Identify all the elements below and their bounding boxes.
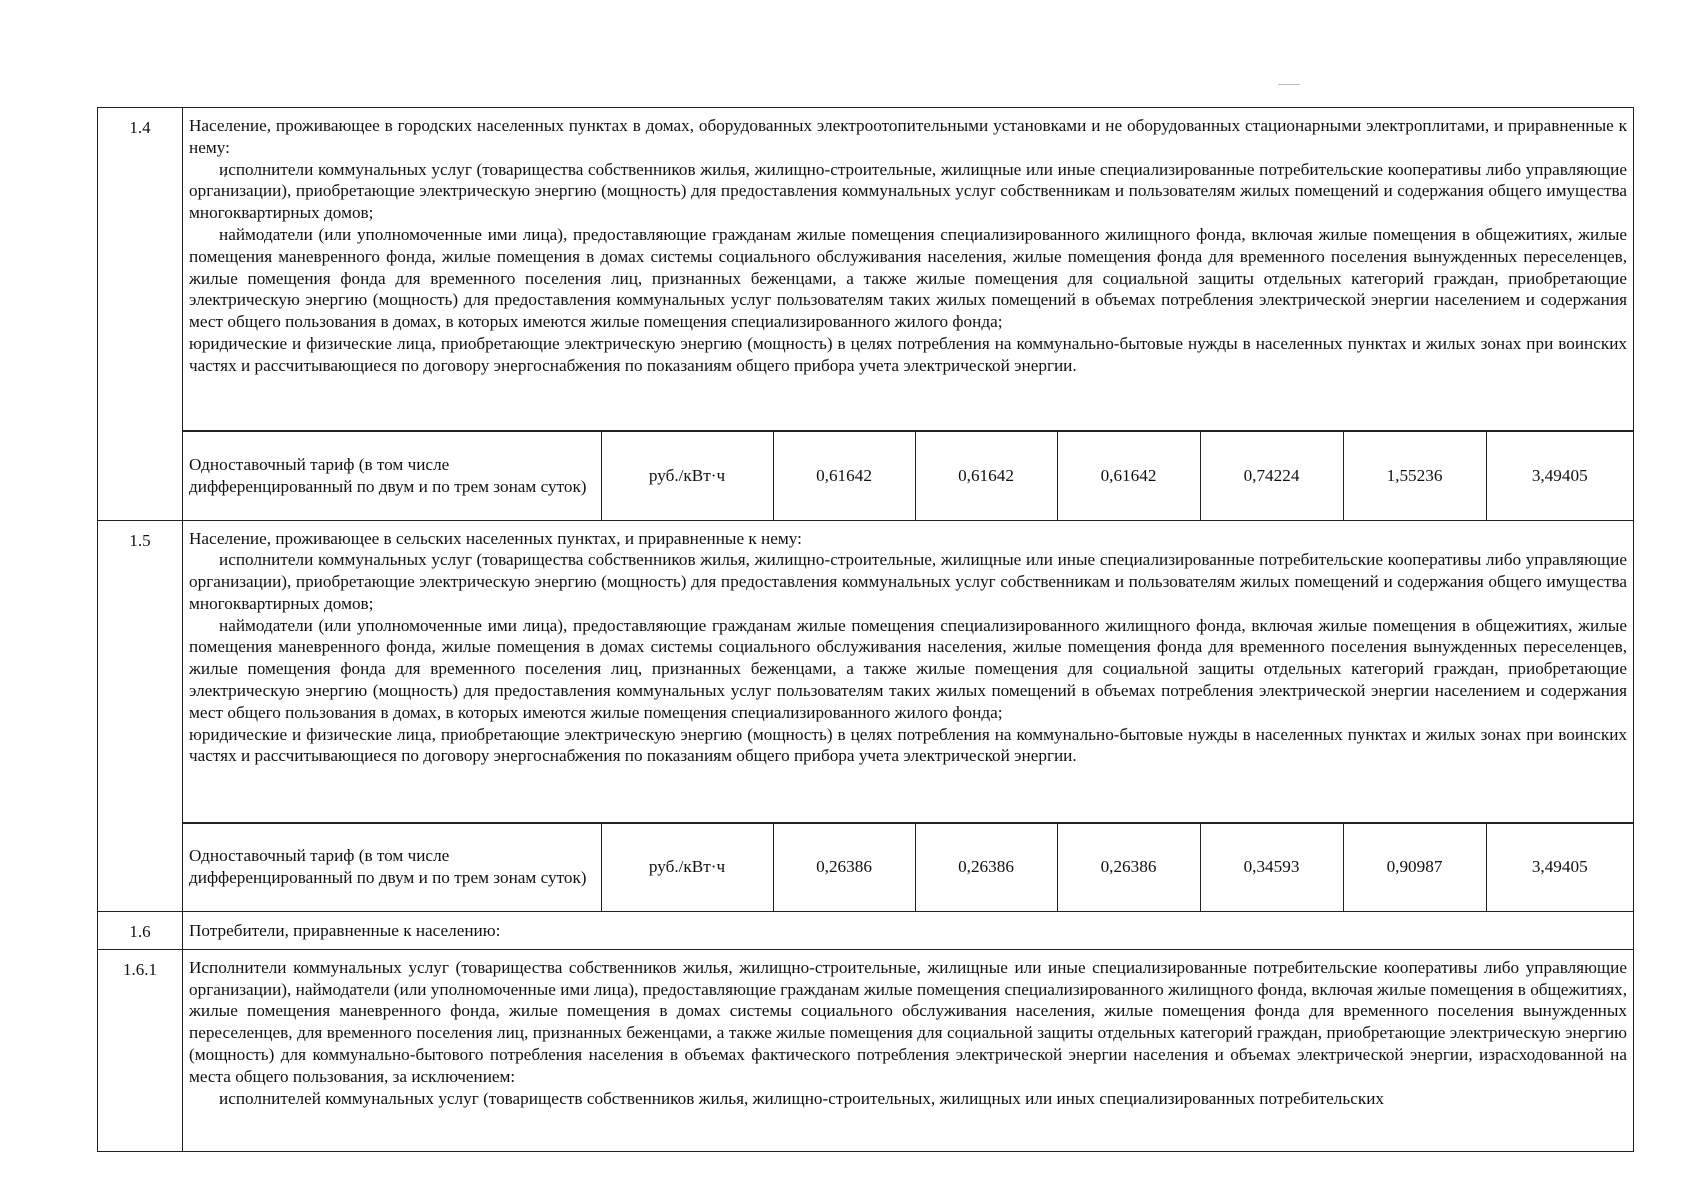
table-row (98, 949, 1634, 1151)
row-description (183, 520, 1634, 822)
tariff-value: 0,34593 (1200, 823, 1343, 911)
tariff-name: Одноставочный тариф (в том числе дифференцированный по двум и по трем зонам суток) (183, 432, 601, 520)
table-row (98, 108, 1634, 431)
row-number: 1.6.1 (98, 949, 183, 1151)
paragraph: наймодатели (или уполномоченные ими лица), предоставляющие гражданам жилые помещения специализированного жилищного фонда, включая жилые помещения в общежитиях, жилые помещения маневренного фонда, жилые помещения в домах системы социального обслуживания населения, жилые помещения фонда для временного поселения вынужденных переселенцев, жилые помещения фонда для временного поселения лиц, признанных беженцами, а также жилые помещения для социальной защиты отдельных категорий граждан, приобретающие электрическую энергию (мощность) для предоставления коммунальных услуг пользователям таких жилых помещений в объемах потребления электрической энергии населением и содержания мест общего пользования в домах, в которых имеются жилые помещения специализированного жилого фонда; (189, 615, 1627, 722)
scan-artifact (1278, 84, 1300, 85)
paragraph: исполнители коммунальных услуг (товарищества собственников жилья, жилищно-строительные, жилищные или иные специализированные потребительские кооперативы либо управляющие организации), приобретающие электрическую энергию (мощность) для предоставления коммунальных услуг собственникам и пользователям жилых помещений и содержания общего имущества многоквартирных домов; (189, 159, 1627, 223)
table-row (98, 912, 1634, 950)
paragraph: Исполнители коммунальных услуг (товарищества собственников жилья, жилищно-строительные, жилищные или иные специализированные потребительские кооперативы либо управляющие организации), наймодатели (или уполномоченные ими лица), предоставляющие гражданам жилые помещения специализированного жилищного фонда, включая жилые помещения в общежитиях, жилые помещения маневренного фонда, жилые помещения в домах системы социального обслуживания населения, жилые помещения фонда для временного поселения вынужденных переселенцев, для временного поселения лиц, признанных беженцами, а также жилые помещения для социальной защиты отдельных категорий граждан, приобретающие электрическую энергию (мощность) для коммунально-бытового потребления населения в объемах фактического потребления электрической энергии населения и объемах электрической энергии, израсходованной на места общего пользования, за исключением: (189, 957, 1627, 1086)
paragraph: юридические и физические лица, приобретающие электрическую энергию (мощность) в целях потребления на коммунально-бытовые нужды в населенных пунктах и жилых зонах при воинских частях и рассчитывающиеся по договору энергоснабжения по показаниям общего прибора учета электрической энергии. (189, 333, 1627, 375)
tariff-unit: руб./кВт·ч (601, 823, 773, 911)
tariff-unit: руб./кВт·ч (601, 432, 773, 520)
paragraph: исполнителей коммунальных услуг (товариществ собственников жилья, жилищно-строительных, жилищных или иных специализированных потребительских (219, 1088, 1384, 1108)
tariff-value: 0,74224 (1200, 432, 1343, 520)
row-number: 1.6 (98, 912, 183, 950)
tariff-row (98, 822, 1634, 912)
paragraph: наймодатели (или уполномоченные ими лица), предоставляющие гражданам жилые помещения специализированного жилищного фонда, включая жилые помещения в общежитиях, жилые помещения маневренного фонда, жилые помещения в домах системы социального обслуживания населения, жилые помещения фонда для временного поселения вынужденных переселенцев, жилые помещения фонда для временного поселения лиц, признанных беженцами, а также жилые помещения для социальной защиты отдельных категорий граждан, приобретающие электрическую энергию (мощность) для предоставления коммунальных услуг пользователям таких жилых помещений в объемах потребления электрической энергии населением и содержания мест общего пользования в домах, в которых имеются жилые помещения специализированного жилого фонда; (189, 224, 1627, 332)
paragraph: исполнители коммунальных услуг (товарищества собственников жилья, жилищно-строительные, жилищные или иные специализированные потребительские кооперативы либо управляющие организации), приобретающие электрическую энергию (мощность) для предоставления коммунальных услуг собственникам и пользователям жилых помещений и содержания общего имущества многоквартирных домов; (189, 550, 1627, 613)
tariff-table (97, 107, 1634, 1152)
row-description (183, 108, 1634, 431)
row-description: Потребители, приравненные к населению: (183, 912, 1634, 950)
paragraph: Население, проживающее в сельских населенных пунктах, и приравненные к нему: (189, 528, 802, 548)
tariff-value: 0,61642 (1057, 432, 1200, 520)
tariff-subtable-cell (183, 431, 1634, 521)
paragraph: Население, проживающее в городских населенных пунктах в домах, оборудованных электроотопительными установками и не оборудованных стационарными электроплитами, и приравненные к нему: (189, 116, 1627, 157)
row-description (183, 949, 1634, 1151)
table-row (98, 520, 1634, 822)
tariff-value: 0,90987 (1343, 823, 1486, 911)
tariff-row (98, 431, 1634, 521)
tariff-value: 3,49405 (1486, 823, 1633, 911)
tariff-value: 1,55236 (1343, 432, 1486, 520)
tariff-subtable-cell (183, 822, 1634, 912)
tariff-name: Одноставочный тариф (в том числе дифференцированный по двум и по трем зонам суток) (183, 823, 601, 911)
paragraph: юридические и физические лица, приобретающие электрическую энергию (мощность) в целях потребления на коммунально-бытовые нужды в населенных пунктах и жилых зонах при воинских частях и рассчитывающиеся по договору энергоснабжения по показаниям общего прибора учета электрической энергии. (189, 724, 1627, 766)
tariff-subtable (183, 431, 1633, 520)
tariff-value: 0,26386 (1057, 823, 1200, 911)
tariff-subtable (183, 823, 1633, 912)
tariff-value: 0,26386 (773, 823, 915, 911)
tariff-value: 3,49405 (1486, 432, 1633, 520)
tariff-value: 0,26386 (915, 823, 1057, 911)
tariff-value: 0,61642 (773, 432, 915, 520)
tariff-value: 0,61642 (915, 432, 1057, 520)
row-number: 1.5 (98, 520, 183, 912)
row-number: 1.4 (98, 108, 183, 521)
